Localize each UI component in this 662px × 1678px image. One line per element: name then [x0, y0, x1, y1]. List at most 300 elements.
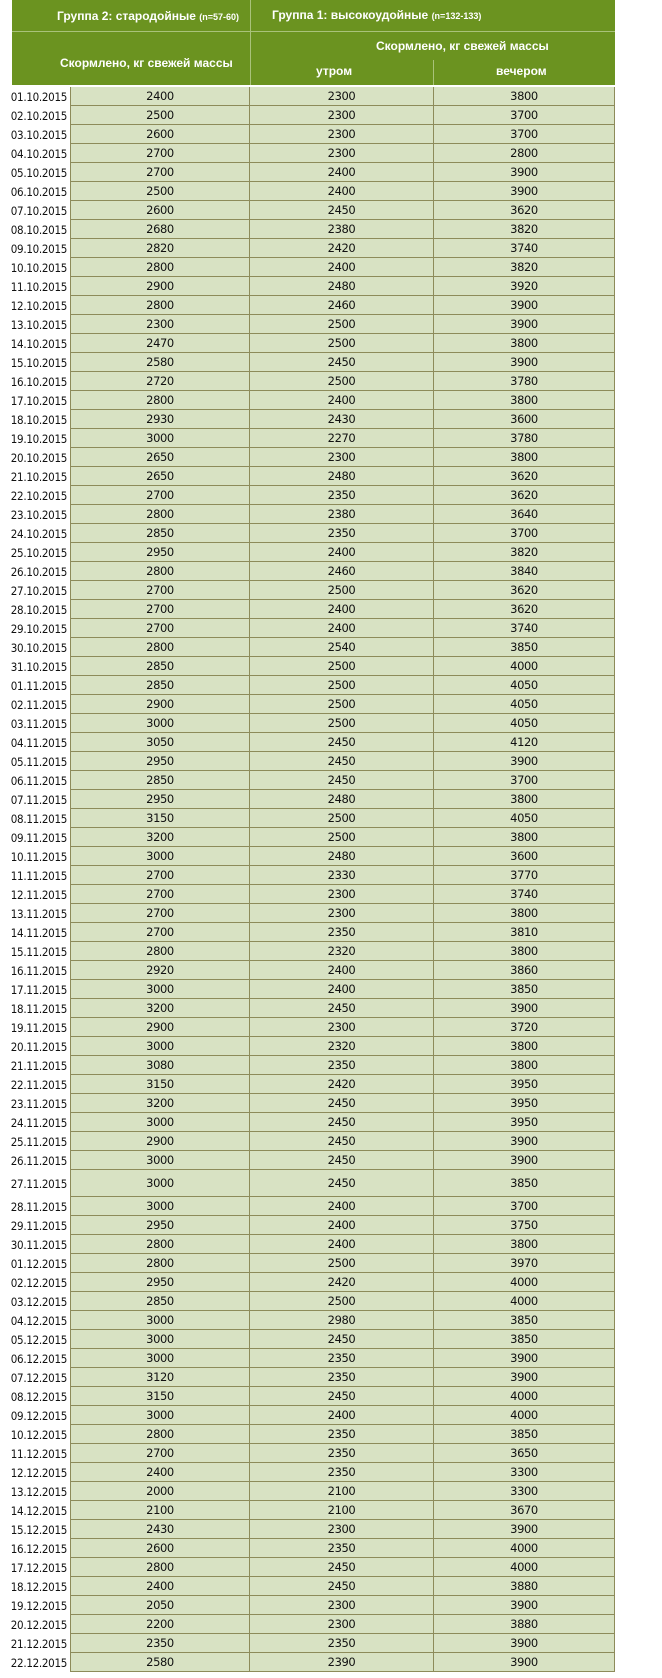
group1-morning-cell: 2100 [250, 1482, 434, 1501]
group1-evening-cell: 3850 [434, 1311, 615, 1330]
table-row [0, 638, 662, 657]
date-cell: 11.10.2015 [10, 279, 67, 294]
group2-fed-cell: 2600 [70, 125, 250, 144]
date-cell: 28.11.2015 [10, 1199, 67, 1214]
group2-fed-cell: 3000 [70, 1197, 250, 1216]
group2-fed-cell: 2900 [70, 1018, 250, 1037]
table-row [0, 1444, 662, 1463]
group1-morning-cell: 2420 [250, 239, 434, 258]
table-row [0, 106, 662, 125]
group1-evening-cell: 4000 [434, 1558, 615, 1577]
table-row [0, 885, 662, 904]
date-cell: 10.11.2015 [10, 849, 67, 864]
group2-fed-cell: 2900 [70, 695, 250, 714]
group2-fed-cell: 2500 [70, 106, 250, 125]
table-row [0, 1170, 662, 1197]
table-row [0, 239, 662, 258]
group1-morning-cell: 2450 [250, 201, 434, 220]
group2-fed-cell: 2700 [70, 163, 250, 182]
table-row [0, 1273, 662, 1292]
group1-evening-cell: 3860 [434, 961, 615, 980]
group2-fed-label: Скормлено, кг свежей массы [60, 56, 233, 70]
group2-fed-cell: 2430 [70, 1520, 250, 1539]
group1-evening-cell: 4050 [434, 676, 615, 695]
group1-evening-cell: 3700 [434, 524, 615, 543]
group1-evening-cell: 4000 [434, 1292, 615, 1311]
group1-morning-cell: 2480 [250, 790, 434, 809]
date-cell: 31.10.2015 [10, 659, 67, 674]
group2-fed-cell: 3000 [70, 714, 250, 733]
group1-morning-cell: 2320 [250, 942, 434, 961]
group1-evening-cell: 3850 [434, 1425, 615, 1444]
group1-evening-cell: 3720 [434, 1018, 615, 1037]
table-row [0, 334, 662, 353]
date-cell: 01.11.2015 [10, 678, 67, 693]
group1-morning-cell: 2300 [250, 106, 434, 125]
table-row [0, 201, 662, 220]
group1-morning-cell: 2400 [250, 961, 434, 980]
date-cell: 25.11.2015 [10, 1134, 67, 1149]
group2-fed-cell: 2930 [70, 410, 250, 429]
group2-fed-cell: 3080 [70, 1056, 250, 1075]
date-cell: 20.10.2015 [10, 450, 67, 465]
group2-title: Группа 2: стародойные [57, 9, 196, 23]
group1-evening-cell: 3600 [434, 847, 615, 866]
group1-evening-cell: 3800 [434, 1235, 615, 1254]
group2-fed-cell: 2900 [70, 1132, 250, 1151]
date-cell: 29.10.2015 [10, 621, 67, 636]
group1-morning-cell: 2350 [250, 1425, 434, 1444]
group1-title: Группа 1: высокоудойные [272, 8, 429, 22]
group2-fed-cell: 2700 [70, 600, 250, 619]
table-row [0, 1254, 662, 1273]
group2-fed-cell: 2950 [70, 1273, 250, 1292]
group1-morning-cell: 2450 [250, 1387, 434, 1406]
date-cell: 10.10.2015 [10, 260, 67, 275]
group2-fed-cell: 2400 [70, 87, 250, 106]
group2-fed-cell: 2700 [70, 866, 250, 885]
group1-evening-cell: 3900 [434, 1349, 615, 1368]
group2-fed-cell: 3200 [70, 828, 250, 847]
group1-evening-cell: 3900 [434, 1520, 615, 1539]
group1-morning-cell: 2270 [250, 429, 434, 448]
group1-evening-cell: 3770 [434, 866, 615, 885]
table-row [0, 866, 662, 885]
group1-morning-cell: 2400 [250, 980, 434, 999]
group2-fed-cell: 2000 [70, 1482, 250, 1501]
table-row [0, 1235, 662, 1254]
date-cell: 11.11.2015 [10, 868, 67, 883]
group1-evening-cell: 3850 [434, 638, 615, 657]
group2-fed-cell: 3000 [70, 1330, 250, 1349]
table-row [0, 657, 662, 676]
table-row [0, 942, 662, 961]
table-row [0, 1094, 662, 1113]
group1-evening-cell: 3800 [434, 828, 615, 847]
group1-evening-cell: 3900 [434, 353, 615, 372]
date-cell: 03.10.2015 [10, 127, 67, 142]
table-row [0, 1132, 662, 1151]
group2-fed-cell: 2850 [70, 657, 250, 676]
group2-fed-cell: 3000 [70, 1170, 250, 1197]
group1-evening-cell: 3300 [434, 1463, 615, 1482]
date-cell: 01.12.2015 [10, 1256, 67, 1271]
date-cell: 09.10.2015 [10, 241, 67, 256]
table-row [0, 1596, 662, 1615]
group2-fed-cell: 2850 [70, 676, 250, 695]
group2-fed-cell: 2950 [70, 752, 250, 771]
group2-fed-cell: 3200 [70, 1094, 250, 1113]
group1-evening-cell: 3740 [434, 619, 615, 638]
table-row [0, 714, 662, 733]
group1-morning-cell: 2450 [250, 999, 434, 1018]
date-cell: 29.11.2015 [10, 1218, 67, 1233]
date-cell: 08.10.2015 [10, 222, 67, 237]
group1-evening-cell: 3950 [434, 1113, 615, 1132]
group2-fed-cell: 2580 [70, 353, 250, 372]
group1-morning-cell: 2540 [250, 638, 434, 657]
group2-fed-cell: 2700 [70, 904, 250, 923]
group2-fed-cell: 3150 [70, 1075, 250, 1094]
date-cell: 23.11.2015 [10, 1096, 67, 1111]
group1-morning-cell: 2420 [250, 1075, 434, 1094]
date-cell: 21.10.2015 [10, 469, 67, 484]
table-row [0, 676, 662, 695]
group2-fed-cell: 2400 [70, 1463, 250, 1482]
table-row [0, 524, 662, 543]
group1-morning-cell: 2400 [250, 1235, 434, 1254]
table-row [0, 1463, 662, 1482]
date-cell: 16.12.2015 [10, 1541, 67, 1556]
date-cell: 13.11.2015 [10, 906, 67, 921]
group2-fed-cell: 2470 [70, 334, 250, 353]
group2-fed-cell: 2800 [70, 942, 250, 961]
group1-morning-cell: 2330 [250, 866, 434, 885]
table-row [0, 847, 662, 866]
group2-fed-cell: 2820 [70, 239, 250, 258]
group2-fed-cell: 2850 [70, 1292, 250, 1311]
group1-evening-cell: 3900 [434, 1368, 615, 1387]
group1-morning-cell: 2460 [250, 296, 434, 315]
group1-evening-cell: 3850 [434, 1330, 615, 1349]
group1-morning-cell: 2500 [250, 828, 434, 847]
date-cell: 16.10.2015 [10, 374, 67, 389]
table-row [0, 505, 662, 524]
group1-evening-cell: 3880 [434, 1615, 615, 1634]
date-cell: 06.12.2015 [10, 1351, 67, 1366]
group1-morning-cell: 2400 [250, 600, 434, 619]
group1-morning-cell: 2450 [250, 1094, 434, 1113]
group2-fed-cell: 2500 [70, 182, 250, 201]
group1-evening-cell: 3640 [434, 505, 615, 524]
table-row [0, 353, 662, 372]
group2-fed-cell: 2800 [70, 562, 250, 581]
group2-fed-cell: 2850 [70, 524, 250, 543]
group1-morning-cell: 2450 [250, 1151, 434, 1170]
table-row [0, 961, 662, 980]
group1-morning-cell: 2400 [250, 1216, 434, 1235]
date-cell: 27.11.2015 [10, 1176, 67, 1191]
date-cell: 19.11.2015 [10, 1020, 67, 1035]
group1-evening-cell: 3740 [434, 239, 615, 258]
table-row [0, 1311, 662, 1330]
date-cell: 07.10.2015 [10, 203, 67, 218]
group1-evening-cell: 3740 [434, 885, 615, 904]
table-row [0, 315, 662, 334]
table-row [0, 904, 662, 923]
group2-fed-cell: 2650 [70, 467, 250, 486]
group2-fed-cell: 2600 [70, 201, 250, 220]
date-cell: 05.12.2015 [10, 1332, 67, 1347]
group1-evening-cell: 3880 [434, 1577, 615, 1596]
group1-morning-cell: 2300 [250, 87, 434, 106]
group2-fed-cell: 2350 [70, 1634, 250, 1653]
group1-morning-cell: 2500 [250, 372, 434, 391]
group2-fed-cell: 3000 [70, 429, 250, 448]
group1-morning-cell: 2350 [250, 486, 434, 505]
group2-fed-cell: 2800 [70, 1558, 250, 1577]
group1-morning-cell: 2450 [250, 1132, 434, 1151]
group2-fed-cell: 3200 [70, 999, 250, 1018]
group1-evening-cell: 3800 [434, 391, 615, 410]
group1-morning-cell: 2300 [250, 144, 434, 163]
group1-morning-cell: 2450 [250, 1577, 434, 1596]
date-cell: 06.10.2015 [10, 184, 67, 199]
group1-morning-cell: 2500 [250, 714, 434, 733]
group2-fed-cell: 2800 [70, 638, 250, 657]
group1-morning-cell: 2300 [250, 1615, 434, 1634]
group2-heading [57, 9, 239, 23]
group2-fed-cell: 2800 [70, 296, 250, 315]
group1-morning-cell: 2300 [250, 448, 434, 467]
group1-evening-cell: 4000 [434, 657, 615, 676]
table-row [0, 790, 662, 809]
date-cell: 22.10.2015 [10, 488, 67, 503]
table-row [0, 1056, 662, 1075]
group1-evening-cell: 4050 [434, 714, 615, 733]
date-cell: 15.11.2015 [10, 944, 67, 959]
group2-fed-cell: 2950 [70, 790, 250, 809]
group1-morning-cell: 2400 [250, 619, 434, 638]
date-cell: 04.11.2015 [10, 735, 67, 750]
group2-fed-cell: 2700 [70, 619, 250, 638]
group1-morning-cell: 2480 [250, 277, 434, 296]
table-row [0, 1151, 662, 1170]
group1-evening-cell: 3620 [434, 486, 615, 505]
group2-fed-cell: 2800 [70, 391, 250, 410]
group1-morning-cell: 2420 [250, 1273, 434, 1292]
group1-evening-cell: 3700 [434, 106, 615, 125]
group2-fed-cell: 2800 [70, 505, 250, 524]
group1-morning-cell: 2450 [250, 752, 434, 771]
table-row [0, 467, 662, 486]
date-cell: 04.10.2015 [10, 146, 67, 161]
group1-morning-cell: 2300 [250, 125, 434, 144]
group1-morning-cell: 2400 [250, 258, 434, 277]
group1-evening-cell: 3300 [434, 1482, 615, 1501]
group1-morning-cell: 2500 [250, 657, 434, 676]
group1-morning-cell: 2100 [250, 1501, 434, 1520]
date-cell: 12.10.2015 [10, 298, 67, 313]
date-cell: 12.11.2015 [10, 887, 67, 902]
date-cell: 23.10.2015 [10, 507, 67, 522]
table-row [0, 1520, 662, 1539]
date-cell: 02.10.2015 [10, 108, 67, 123]
group1-evening-cell: 3800 [434, 1056, 615, 1075]
group1-evening-cell: 3820 [434, 258, 615, 277]
table-row [0, 1113, 662, 1132]
group1-morning-cell: 2500 [250, 676, 434, 695]
group1-evening-cell: 3620 [434, 600, 615, 619]
date-cell: 01.10.2015 [10, 89, 67, 104]
group1-evening-cell: 3850 [434, 980, 615, 999]
group1-evening-cell: 3800 [434, 790, 615, 809]
table-row [0, 391, 662, 410]
date-cell: 10.12.2015 [10, 1427, 67, 1442]
group1-evening-cell: 3840 [434, 562, 615, 581]
date-cell: 22.12.2015 [10, 1655, 67, 1670]
group2-fed-cell: 2700 [70, 486, 250, 505]
group1-evening-cell: 3800 [434, 334, 615, 353]
group2-fed-cell: 2300 [70, 315, 250, 334]
date-cell: 26.11.2015 [10, 1153, 67, 1168]
table-row [0, 695, 662, 714]
date-cell: 05.11.2015 [10, 754, 67, 769]
table-row [0, 771, 662, 790]
date-cell: 30.10.2015 [10, 640, 67, 655]
date-cell: 17.10.2015 [10, 393, 67, 408]
group2-fed-cell: 2800 [70, 258, 250, 277]
group1-morning-cell: 2500 [250, 695, 434, 714]
group1-evening-cell: 3600 [434, 410, 615, 429]
group1-morning-cell: 2500 [250, 1292, 434, 1311]
group2-fed-cell: 3120 [70, 1368, 250, 1387]
group1-morning-cell: 2400 [250, 543, 434, 562]
date-cell: 09.11.2015 [10, 830, 67, 845]
table-row [0, 258, 662, 277]
group2-fed-cell: 3150 [70, 1387, 250, 1406]
table-row [0, 410, 662, 429]
date-cell: 18.10.2015 [10, 412, 67, 427]
divider [12, 31, 615, 32]
morning-label: утром [316, 64, 353, 78]
group1-morning-cell: 2450 [250, 733, 434, 752]
group1-evening-cell: 4000 [434, 1406, 615, 1425]
group1-evening-cell: 3800 [434, 942, 615, 961]
date-cell: 28.10.2015 [10, 602, 67, 617]
table-row [0, 619, 662, 638]
group1-evening-cell: 3900 [434, 315, 615, 334]
group1-evening-cell: 4000 [434, 1273, 615, 1292]
group2-fed-cell: 2900 [70, 277, 250, 296]
group1-evening-cell: 3700 [434, 771, 615, 790]
table-row [0, 486, 662, 505]
group1-evening-cell: 3970 [434, 1254, 615, 1273]
group1-evening-cell: 3620 [434, 201, 615, 220]
group2-fed-cell: 2600 [70, 1539, 250, 1558]
table-header [12, 0, 615, 85]
date-cell: 14.10.2015 [10, 336, 67, 351]
date-cell: 03.11.2015 [10, 716, 67, 731]
group1-evening-cell: 4000 [434, 1539, 615, 1558]
group2-fed-cell: 2400 [70, 1577, 250, 1596]
group1-evening-cell: 3780 [434, 429, 615, 448]
group2-fed-cell: 3150 [70, 809, 250, 828]
group1-morning-cell: 2350 [250, 1056, 434, 1075]
date-cell: 12.12.2015 [10, 1465, 67, 1480]
group1-morning-cell: 2390 [250, 1653, 434, 1672]
date-cell: 09.12.2015 [10, 1408, 67, 1423]
table-row [0, 1615, 662, 1634]
group1-evening-cell: 3900 [434, 999, 615, 1018]
group1-morning-cell: 2430 [250, 410, 434, 429]
evening-label: вечером [496, 64, 547, 78]
group1-morning-cell: 2350 [250, 923, 434, 942]
date-cell: 17.11.2015 [10, 982, 67, 997]
date-cell: 08.11.2015 [10, 811, 67, 826]
group2-fed-cell: 2680 [70, 220, 250, 239]
group1-evening-cell: 3800 [434, 904, 615, 923]
group2-fed-cell: 2700 [70, 581, 250, 600]
group1-morning-cell: 2500 [250, 315, 434, 334]
group1-morning-cell: 2300 [250, 1018, 434, 1037]
group2-fed-cell: 2800 [70, 1425, 250, 1444]
table-row [0, 581, 662, 600]
group1-evening-cell: 3920 [434, 277, 615, 296]
group2-fed-cell: 2950 [70, 543, 250, 562]
table-row [0, 1387, 662, 1406]
table-row [0, 448, 662, 467]
table-row [0, 980, 662, 999]
group1-evening-cell: 3900 [434, 163, 615, 182]
date-cell: 16.11.2015 [10, 963, 67, 978]
table-row [0, 163, 662, 182]
date-cell: 07.12.2015 [10, 1370, 67, 1385]
group1-evening-cell: 3700 [434, 125, 615, 144]
date-cell: 03.12.2015 [10, 1294, 67, 1309]
group1-evening-cell: 4120 [434, 733, 615, 752]
table-row [0, 182, 662, 201]
group1-evening-cell: 3850 [434, 1170, 615, 1197]
group1-morning-cell: 2350 [250, 524, 434, 543]
group1-morning-cell: 2450 [250, 1330, 434, 1349]
group1-morning-cell: 2350 [250, 1349, 434, 1368]
table-row [0, 1292, 662, 1311]
group2-fed-cell: 3000 [70, 1311, 250, 1330]
date-cell: 20.12.2015 [10, 1617, 67, 1632]
table-row [0, 277, 662, 296]
group1-evening-cell: 3950 [434, 1075, 615, 1094]
group2-fed-cell: 3050 [70, 733, 250, 752]
group1-morning-cell: 2500 [250, 809, 434, 828]
group1-morning-cell: 2400 [250, 163, 434, 182]
group2-fed-cell: 3000 [70, 1406, 250, 1425]
group1-morning-cell: 2460 [250, 562, 434, 581]
group1-evening-cell: 3900 [434, 1132, 615, 1151]
group1-morning-cell: 2350 [250, 1539, 434, 1558]
group2-fed-cell: 3000 [70, 1349, 250, 1368]
group1-evening-cell: 3900 [434, 1151, 615, 1170]
group1-evening-cell: 3700 [434, 1197, 615, 1216]
date-cell: 22.11.2015 [10, 1077, 67, 1092]
group1-morning-cell: 2300 [250, 885, 434, 904]
date-cell: 21.11.2015 [10, 1058, 67, 1073]
date-cell: 13.10.2015 [10, 317, 67, 332]
table-row [0, 1075, 662, 1094]
table-row [0, 543, 662, 562]
group1-n: (n=132-133) [431, 11, 482, 21]
group2-fed-cell: 2920 [70, 961, 250, 980]
